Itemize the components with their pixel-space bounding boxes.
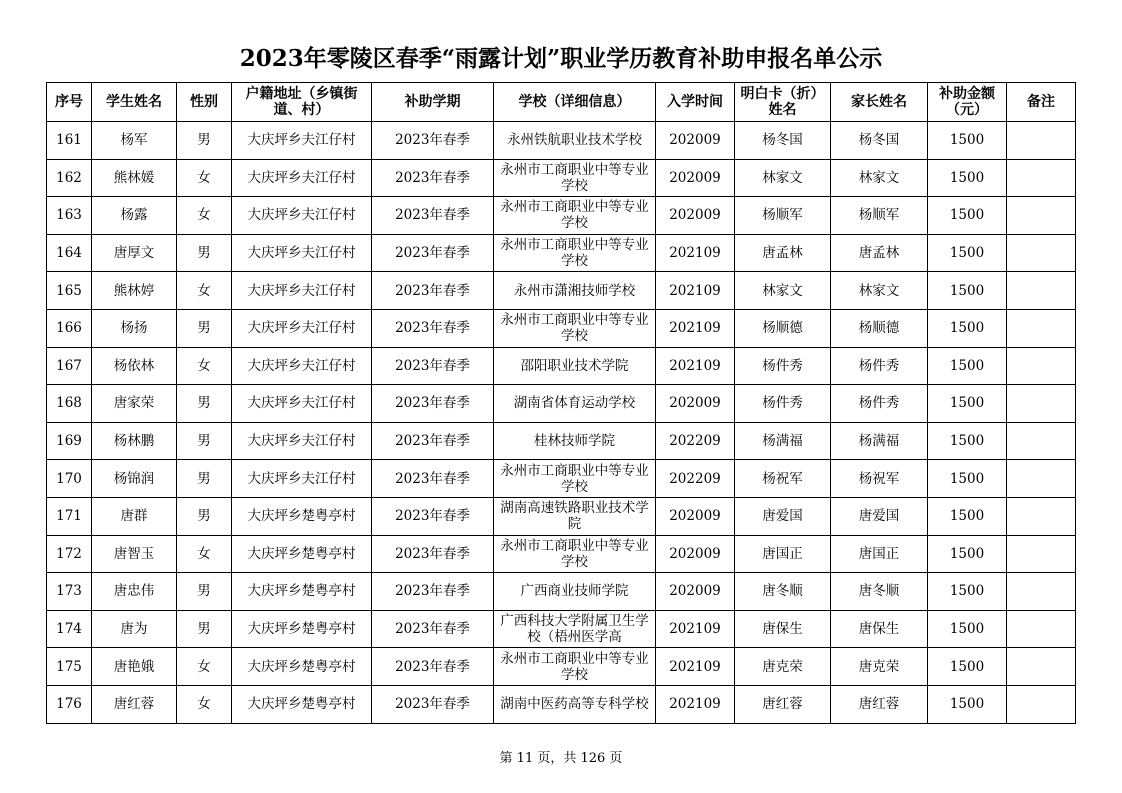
cell-note <box>1007 272 1076 310</box>
cell-amount: 1500 <box>928 497 1007 535</box>
cell-note <box>1007 685 1076 723</box>
cell-amount: 1500 <box>928 347 1007 385</box>
cell-term: 2023年春季 <box>372 610 494 648</box>
cell-student-name: 杨依林 <box>92 347 177 385</box>
cell-gender: 男 <box>177 497 232 535</box>
table-body <box>47 122 1076 724</box>
header-no: 序号 <box>47 83 92 122</box>
cell-parent-name: 杨顺德 <box>831 309 928 347</box>
cell-parent-name: 林家文 <box>831 159 928 197</box>
cell-parent-name: 唐保生 <box>831 610 928 648</box>
cell-no: 172 <box>47 535 92 573</box>
cell-student-name: 唐忠伟 <box>92 573 177 611</box>
cell-term: 2023年春季 <box>372 197 494 235</box>
table-row <box>47 159 1076 197</box>
cell-school: 湖南中医药高等专科学校 <box>494 685 656 723</box>
cell-gender: 女 <box>177 272 232 310</box>
cell-gender: 女 <box>177 197 232 235</box>
cell-student-name: 杨锦润 <box>92 460 177 498</box>
header-address: 户籍地址（乡镇街道、村） <box>232 83 372 122</box>
cell-term: 2023年春季 <box>372 309 494 347</box>
cell-student-name: 唐为 <box>92 610 177 648</box>
cell-amount: 1500 <box>928 573 1007 611</box>
cell-enroll-date: 202209 <box>656 422 735 460</box>
cell-no: 166 <box>47 309 92 347</box>
cell-card-name: 杨件秀 <box>735 385 831 423</box>
cell-amount: 1500 <box>928 535 1007 573</box>
cell-school: 永州铁航职业技术学校 <box>494 122 656 160</box>
cell-note <box>1007 497 1076 535</box>
table-row <box>47 234 1076 272</box>
cell-student-name: 杨军 <box>92 122 177 160</box>
cell-enroll-date: 202109 <box>656 347 735 385</box>
cell-student-name: 唐艳娥 <box>92 648 177 686</box>
cell-school: 广西商业技师学院 <box>494 573 656 611</box>
cell-gender: 男 <box>177 573 232 611</box>
cell-note <box>1007 460 1076 498</box>
cell-parent-name: 林家文 <box>831 272 928 310</box>
cell-gender: 男 <box>177 122 232 160</box>
cell-no: 164 <box>47 234 92 272</box>
cell-gender: 女 <box>177 648 232 686</box>
cell-no: 162 <box>47 159 92 197</box>
cell-school: 湖南省体育运动学校 <box>494 385 656 423</box>
cell-term: 2023年春季 <box>372 573 494 611</box>
cell-address: 大庆坪乡楚粤亭村 <box>232 685 372 723</box>
cell-no: 163 <box>47 197 92 235</box>
cell-amount: 1500 <box>928 159 1007 197</box>
cell-enroll-date: 202009 <box>656 122 735 160</box>
cell-card-name: 唐红蓉 <box>735 685 831 723</box>
cell-student-name: 唐智玉 <box>92 535 177 573</box>
cell-gender: 男 <box>177 385 232 423</box>
cell-address: 大庆坪乡楚粤亭村 <box>232 497 372 535</box>
cell-gender: 女 <box>177 685 232 723</box>
cell-address: 大庆坪乡夫江仔村 <box>232 460 372 498</box>
cell-gender: 女 <box>177 535 232 573</box>
cell-address: 大庆坪乡夫江仔村 <box>232 309 372 347</box>
cell-address: 大庆坪乡夫江仔村 <box>232 234 372 272</box>
cell-gender: 男 <box>177 309 232 347</box>
cell-enroll-date: 202109 <box>656 309 735 347</box>
cell-note <box>1007 422 1076 460</box>
cell-term: 2023年春季 <box>372 535 494 573</box>
header-row <box>47 83 1076 122</box>
table-row <box>47 460 1076 498</box>
cell-school: 永州市工商职业中等专业学校 <box>494 535 656 573</box>
cell-card-name: 林家文 <box>735 159 831 197</box>
table-row <box>47 573 1076 611</box>
cell-enroll-date: 202109 <box>656 272 735 310</box>
cell-gender: 男 <box>177 234 232 272</box>
cell-amount: 1500 <box>928 197 1007 235</box>
cell-note <box>1007 309 1076 347</box>
cell-no: 168 <box>47 385 92 423</box>
cell-card-name: 杨顺德 <box>735 309 831 347</box>
cell-term: 2023年春季 <box>372 422 494 460</box>
cell-student-name: 杨露 <box>92 197 177 235</box>
cell-student-name: 唐群 <box>92 497 177 535</box>
cell-card-name: 唐克荣 <box>735 648 831 686</box>
cell-no: 170 <box>47 460 92 498</box>
cell-term: 2023年春季 <box>372 685 494 723</box>
cell-enroll-date: 202009 <box>656 385 735 423</box>
cell-note <box>1007 347 1076 385</box>
cell-note <box>1007 122 1076 160</box>
cell-parent-name: 唐爱国 <box>831 497 928 535</box>
cell-no: 173 <box>47 573 92 611</box>
cell-parent-name: 唐红蓉 <box>831 685 928 723</box>
table-row <box>47 648 1076 686</box>
cell-term: 2023年春季 <box>372 497 494 535</box>
cell-address: 大庆坪乡楚粤亭村 <box>232 573 372 611</box>
cell-address: 大庆坪乡夫江仔村 <box>232 197 372 235</box>
cell-card-name: 唐国正 <box>735 535 831 573</box>
cell-gender: 男 <box>177 422 232 460</box>
cell-address: 大庆坪乡夫江仔村 <box>232 422 372 460</box>
cell-parent-name: 唐冬顺 <box>831 573 928 611</box>
cell-school: 永州市工商职业中等专业学校 <box>494 648 656 686</box>
cell-card-name: 唐爱国 <box>735 497 831 535</box>
cell-gender: 男 <box>177 460 232 498</box>
header-term: 补助学期 <box>372 83 494 122</box>
cell-term: 2023年春季 <box>372 122 494 160</box>
cell-school: 永州市工商职业中等专业学校 <box>494 159 656 197</box>
cell-school: 永州市潇湘技师学校 <box>494 272 656 310</box>
table-row <box>47 347 1076 385</box>
cell-parent-name: 杨件秀 <box>831 347 928 385</box>
cell-address: 大庆坪乡夫江仔村 <box>232 347 372 385</box>
cell-enroll-date: 202009 <box>656 573 735 611</box>
cell-school: 永州市工商职业中等专业学校 <box>494 197 656 235</box>
cell-enroll-date: 202009 <box>656 197 735 235</box>
cell-card-name: 唐冬顺 <box>735 573 831 611</box>
cell-address: 大庆坪乡夫江仔村 <box>232 272 372 310</box>
cell-school: 湖南高速铁路职业技术学院 <box>494 497 656 535</box>
cell-no: 174 <box>47 610 92 648</box>
cell-no: 169 <box>47 422 92 460</box>
cell-card-name: 唐保生 <box>735 610 831 648</box>
cell-card-name: 杨满福 <box>735 422 831 460</box>
table-row <box>47 610 1076 648</box>
cell-no: 161 <box>47 122 92 160</box>
cell-address: 大庆坪乡夫江仔村 <box>232 122 372 160</box>
cell-card-name: 林家文 <box>735 272 831 310</box>
table-row <box>47 685 1076 723</box>
cell-note <box>1007 535 1076 573</box>
cell-amount: 1500 <box>928 648 1007 686</box>
cell-address: 大庆坪乡楚粤亭村 <box>232 610 372 648</box>
cell-note <box>1007 648 1076 686</box>
cell-no: 167 <box>47 347 92 385</box>
header-card-name: 明白卡（折）姓名 <box>735 83 831 122</box>
cell-card-name: 唐孟林 <box>735 234 831 272</box>
table-header <box>47 83 1076 122</box>
cell-amount: 1500 <box>928 122 1007 160</box>
cell-note <box>1007 159 1076 197</box>
cell-parent-name: 唐克荣 <box>831 648 928 686</box>
cell-parent-name: 杨件秀 <box>831 385 928 423</box>
cell-student-name: 熊林媛 <box>92 159 177 197</box>
cell-amount: 1500 <box>928 685 1007 723</box>
cell-school: 永州市工商职业中等专业学校 <box>494 309 656 347</box>
roster-table <box>46 82 1076 724</box>
table-row <box>47 272 1076 310</box>
cell-parent-name: 杨满福 <box>831 422 928 460</box>
cell-enroll-date: 202109 <box>656 648 735 686</box>
cell-amount: 1500 <box>928 234 1007 272</box>
cell-enroll-date: 202109 <box>656 234 735 272</box>
cell-amount: 1500 <box>928 610 1007 648</box>
page-title: 2023年零陵区春季“雨露计划”职业学历教育补助申报名单公示 <box>239 45 883 72</box>
cell-no: 175 <box>47 648 92 686</box>
cell-student-name: 唐厚文 <box>92 234 177 272</box>
cell-student-name: 杨林鹏 <box>92 422 177 460</box>
table-row <box>47 535 1076 573</box>
cell-school: 广西科技大学附属卫生学校（梧州医学高 <box>494 610 656 648</box>
header-school: 学校（详细信息） <box>494 83 656 122</box>
cell-gender: 男 <box>177 610 232 648</box>
cell-card-name: 杨祝军 <box>735 460 831 498</box>
cell-note <box>1007 385 1076 423</box>
cell-term: 2023年春季 <box>372 347 494 385</box>
cell-card-name: 杨顺军 <box>735 197 831 235</box>
cell-term: 2023年春季 <box>372 159 494 197</box>
header-enroll-date: 入学时间 <box>656 83 735 122</box>
cell-amount: 1500 <box>928 385 1007 423</box>
cell-parent-name: 杨冬国 <box>831 122 928 160</box>
cell-school: 邵阳职业技术学院 <box>494 347 656 385</box>
table-row <box>47 197 1076 235</box>
cell-parent-name: 唐孟林 <box>831 234 928 272</box>
cell-note <box>1007 610 1076 648</box>
cell-card-name: 杨冬国 <box>735 122 831 160</box>
cell-school: 桂林技师学院 <box>494 422 656 460</box>
header-parent-name: 家长姓名 <box>831 83 928 122</box>
cell-address: 大庆坪乡楚粤亭村 <box>232 648 372 686</box>
cell-no: 171 <box>47 497 92 535</box>
cell-no: 176 <box>47 685 92 723</box>
cell-amount: 1500 <box>928 460 1007 498</box>
cell-amount: 1500 <box>928 422 1007 460</box>
cell-school: 永州市工商职业中等专业学校 <box>494 460 656 498</box>
cell-student-name: 杨扬 <box>92 309 177 347</box>
cell-enroll-date: 202009 <box>656 497 735 535</box>
cell-term: 2023年春季 <box>372 234 494 272</box>
cell-note <box>1007 197 1076 235</box>
cell-enroll-date: 202109 <box>656 610 735 648</box>
cell-amount: 1500 <box>928 272 1007 310</box>
cell-gender: 女 <box>177 159 232 197</box>
cell-parent-name: 杨顺军 <box>831 197 928 235</box>
table-row <box>47 122 1076 160</box>
header-note: 备注 <box>1007 83 1076 122</box>
header-amount: 补助金额（元） <box>928 83 1007 122</box>
table-row <box>47 385 1076 423</box>
table-row <box>47 309 1076 347</box>
table-row <box>47 422 1076 460</box>
cell-term: 2023年春季 <box>372 272 494 310</box>
cell-student-name: 唐红蓉 <box>92 685 177 723</box>
cell-gender: 女 <box>177 347 232 385</box>
cell-enroll-date: 202109 <box>656 685 735 723</box>
cell-parent-name: 杨祝军 <box>831 460 928 498</box>
cell-card-name: 杨件秀 <box>735 347 831 385</box>
cell-parent-name: 唐国正 <box>831 535 928 573</box>
cell-enroll-date: 202009 <box>656 159 735 197</box>
cell-school: 永州市工商职业中等专业学校 <box>494 234 656 272</box>
cell-student-name: 唐家荣 <box>92 385 177 423</box>
cell-no: 165 <box>47 272 92 310</box>
page-footer: 第 11 页，共 126 页 <box>499 751 623 766</box>
cell-address: 大庆坪乡夫江仔村 <box>232 159 372 197</box>
cell-note <box>1007 234 1076 272</box>
table-row <box>47 497 1076 535</box>
cell-address: 大庆坪乡楚粤亭村 <box>232 535 372 573</box>
cell-address: 大庆坪乡夫江仔村 <box>232 385 372 423</box>
header-gender: 性别 <box>177 83 232 122</box>
cell-term: 2023年春季 <box>372 648 494 686</box>
cell-amount: 1500 <box>928 309 1007 347</box>
cell-term: 2023年春季 <box>372 460 494 498</box>
cell-enroll-date: 202009 <box>656 535 735 573</box>
header-student-name: 学生姓名 <box>92 83 177 122</box>
cell-term: 2023年春季 <box>372 385 494 423</box>
cell-student-name: 熊林婷 <box>92 272 177 310</box>
cell-enroll-date: 202209 <box>656 460 735 498</box>
cell-note <box>1007 573 1076 611</box>
